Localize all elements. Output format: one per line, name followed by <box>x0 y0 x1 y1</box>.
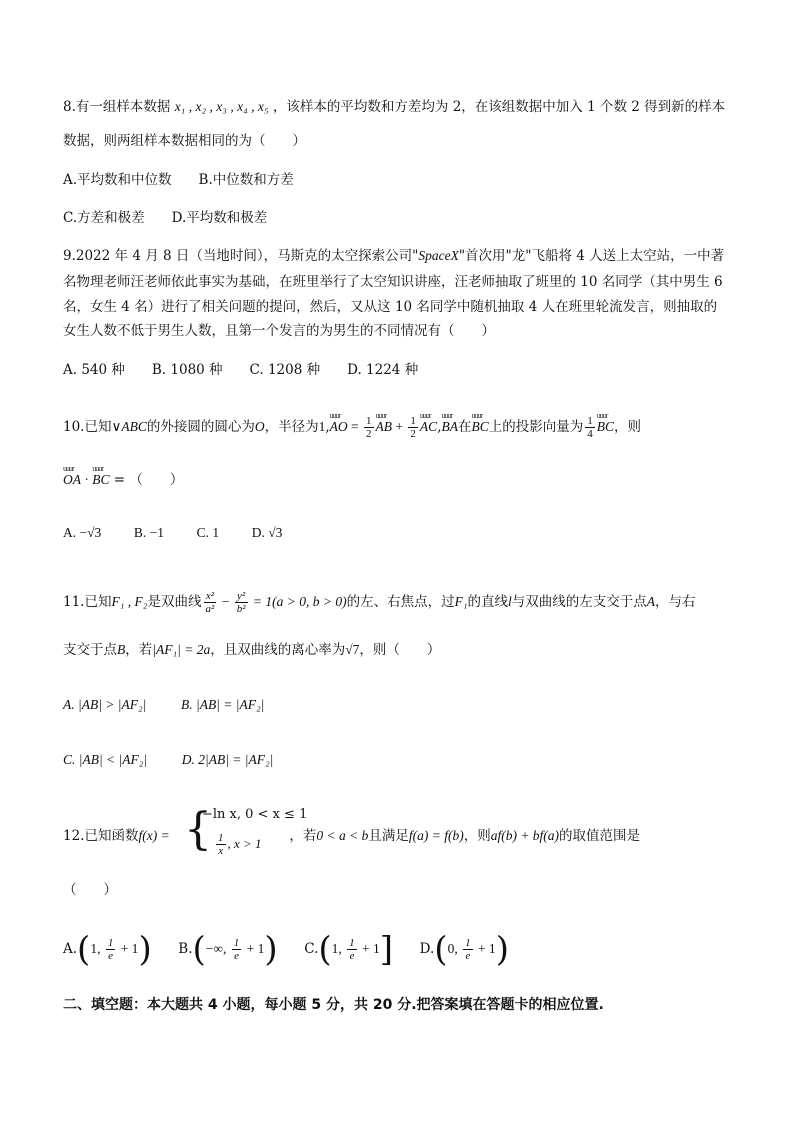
q8-options-ab: A.平均数和中位数 B.中位数和方差 <box>63 172 294 188</box>
q9-options: A. 540 种 B. 1080 种 C. 1208 种 D. 1224 种 <box>63 362 419 378</box>
q12-case1: −ln x, 0 < x ≤ 1 <box>202 807 308 822</box>
q8-line1: 8.有一组样本数据 x₁ , x₂ , x₃ , x₄ , x₅ ，该样本的平均数和方差均为 2，在该组数据中加入 1 个数 2 得到新的样本 <box>63 99 726 115</box>
q11-options-cd: C. |AB| < |AF₂| D. 2|AB| = |AF₂| <box>63 752 274 767</box>
q12-line1: 12.已知函数f(x) = ，若0 < a < b且满足f(a) = f(b)，则af(b) + bf(a)的取值范围是 <box>63 828 641 844</box>
q12-opt-a: A.(1, $\frac{1}{e}$ + 1) <box>63 929 152 970</box>
q12-line2: （ ） <box>63 882 117 898</box>
q11-line2: 支交于点B，若|AF₁| = 2a，且双曲线的离心率为√7，则（ ） <box>63 642 441 658</box>
q12-opt-d: D.(0, $\frac{1}{e}$ + 1) <box>419 929 509 970</box>
q10-line2: uuur OA · uuur BC = （ ） <box>63 470 742 490</box>
q9-line1: 9.2022 年 4 月 8 日（当地时间），马斯克的太空探索公司"SpaceX"首次用"龙"飞船将 4 人送上太空站，一中著 <box>63 248 725 264</box>
q11-line1: 11.已知F₁ , F₂是双曲线 $\frac{\text{x²}}{\text{a²}}$ − $\frac{\text{y²}}{\text{b²}}$ = 1(a > 0, b > 0)的左、右焦点，过F₁的直线l与双曲线的左支交于点A，与右 <box>63 590 696 615</box>
q8-options-cd: C.方差和极差 D.平均数和极差 <box>63 210 268 226</box>
q9-line2: 名物理老师汪老师依此事实为基础，在班里举行了太空知识讲座，汪老师抽取了班里的 10 名同学（其中男生 6 <box>63 274 723 290</box>
q12-options <box>63 929 742 970</box>
q10-options: A. −√3 B. −1 C. 1 D. √3 <box>63 525 283 540</box>
q8-line2: 数据，则两组样本数据相同的为（ ） <box>63 133 306 149</box>
q9-line3: 名，女生 4 名）进行了相关问题的提问，然后，又从这 10 名同学中随机抽取 4 人在班里轮流发言，则抽取的 <box>63 299 718 315</box>
q9-line4: 女生人数不低于男生人数，且第一个发言的为男生的不同情况有（ ） <box>63 323 495 339</box>
q12-opt-c: C.(1, $\frac{1}{e}$ + 1] <box>304 929 394 970</box>
q11-options-ab: A. |AB| > |AF₂| B. |AB| = |AF₂| <box>63 697 265 712</box>
section2-title: 二、填空题：本大题共 4 小题，每小题 5 分，共 20 分.把答案填在答题卡的相应位置. <box>63 997 604 1013</box>
q10-line1: 10.已知∨ABC的外接圆的圆心为O，半径为1,uuur AO = $\frac{1}{2}$ uuur AB + $\frac{1}{2}$ uuur AC,uuur BA在uuur BC上的投影向量为 $\frac{1}{4}$ uuur BC，则 <box>63 413 742 441</box>
q12-case2: $\frac{1}{x}$ , x > 1 <box>218 832 262 857</box>
q8-vars: x₁ , x₂ , x₃ , x₄ , x₅ <box>174 99 269 114</box>
q12-brace: { <box>184 804 212 855</box>
q12-opt-b: B.(−∞, $\frac{1}{e}$ + 1) <box>178 929 278 970</box>
